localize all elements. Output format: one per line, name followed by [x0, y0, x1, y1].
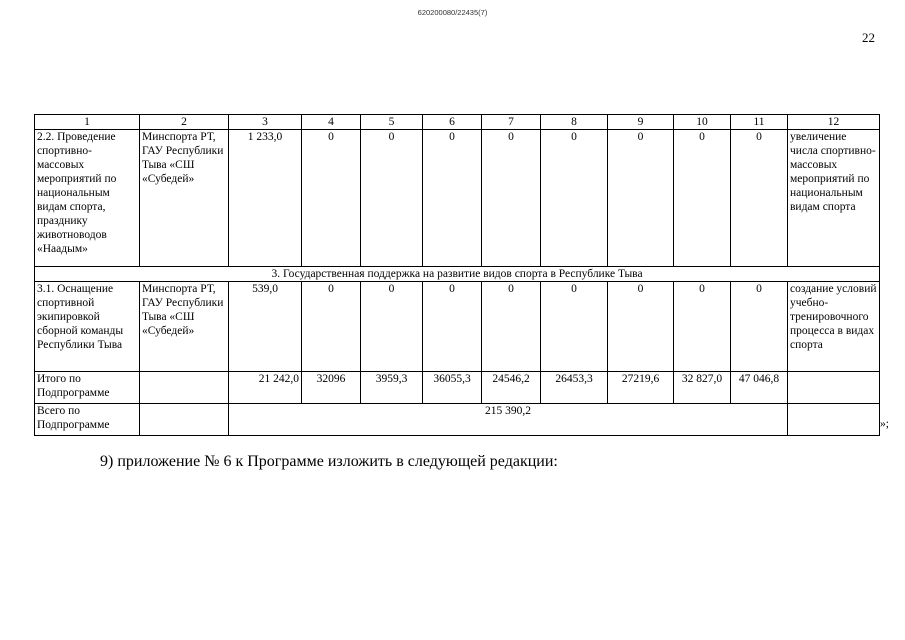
- header-cell: 10: [674, 115, 731, 130]
- header-cell: 2: [140, 115, 229, 130]
- value-cell: 0: [674, 130, 731, 267]
- header-cell: 7: [482, 115, 541, 130]
- header-cell: 1: [35, 115, 140, 130]
- value-cell: 0: [541, 130, 608, 267]
- value-cell: 0: [423, 282, 482, 372]
- value-cell: 32096: [302, 372, 361, 404]
- value-cell: 0: [361, 282, 423, 372]
- header-cell: 9: [608, 115, 674, 130]
- value-cell: 24546,2: [482, 372, 541, 404]
- value-cell: 0: [482, 130, 541, 267]
- value-cell: 0: [302, 130, 361, 267]
- table-row: [35, 130, 880, 267]
- empty-cell: [788, 372, 880, 404]
- value-cell: 0: [482, 282, 541, 372]
- header-cell: 3: [229, 115, 302, 130]
- program-table: [34, 114, 880, 436]
- closing-quote: »;: [880, 418, 889, 430]
- value-cell: 47 046,8: [731, 372, 788, 404]
- value-cell: 32 827,0: [674, 372, 731, 404]
- value-cell: 0: [423, 130, 482, 267]
- expected-result: создание условий учебно-тренировочного процесса в видах спорта: [788, 282, 880, 372]
- header-cell: 8: [541, 115, 608, 130]
- section-row: [35, 267, 880, 282]
- value-cell: 21 242,0: [229, 372, 302, 404]
- executor: Минспорта РТ, ГАУ Республики Тыва «СШ «Субедей»: [140, 282, 229, 372]
- header-cell: 12: [788, 115, 880, 130]
- value-cell: 0: [541, 282, 608, 372]
- paragraph-text: 9) приложение № 6 к Программе изложить в следующей редакции:: [100, 453, 558, 470]
- subtotal-label: Итого по Подпрограмме: [35, 372, 140, 404]
- header-row: [35, 115, 880, 130]
- empty-cell: [140, 372, 229, 404]
- total-value: 215 390,2: [229, 404, 788, 436]
- value-cell: 0: [731, 130, 788, 267]
- header-cell: 5: [361, 115, 423, 130]
- subtotal-row: [35, 372, 880, 404]
- value-cell: 1 233,0: [229, 130, 302, 267]
- value-cell: 0: [302, 282, 361, 372]
- value-cell: 0: [731, 282, 788, 372]
- value-cell: 3959,3: [361, 372, 423, 404]
- value-cell: 0: [608, 282, 674, 372]
- document-code: 620200080/22435(7): [417, 8, 488, 17]
- header-cell: 4: [302, 115, 361, 130]
- expected-result: увеличение числа спортивно-массовых мероприятий по национальным видам спорта: [788, 130, 880, 267]
- total-label: Всего по Подпрограмме: [35, 404, 140, 436]
- executor: Минспорта РТ, ГАУ Республики Тыва «СШ «Субедей»: [140, 130, 229, 267]
- value-cell: 27219,6: [608, 372, 674, 404]
- activity-name: 3.1. Оснащение спортивной экипировкой сборной команды Республики Тыва: [35, 282, 140, 372]
- empty-cell: [140, 404, 229, 436]
- value-cell: 36055,3: [423, 372, 482, 404]
- section-title: 3. Государственная поддержка на развитие видов спорта в Республике Тыва: [35, 267, 880, 282]
- value-cell: 0: [361, 130, 423, 267]
- total-row: [35, 404, 880, 436]
- page-number: 22: [862, 30, 875, 45]
- header-cell: 11: [731, 115, 788, 130]
- value-cell: 0: [608, 130, 674, 267]
- header-cell: 6: [423, 115, 482, 130]
- value-cell: 26453,3: [541, 372, 608, 404]
- activity-name: 2.2. Проведение спортивно-массовых мероприятий по национальным видам спорта, празднику животноводов «Наадым»: [35, 130, 140, 267]
- empty-cell: [788, 404, 880, 436]
- value-cell: 539,0: [229, 282, 302, 372]
- table-row: [35, 282, 880, 372]
- value-cell: 0: [674, 282, 731, 372]
